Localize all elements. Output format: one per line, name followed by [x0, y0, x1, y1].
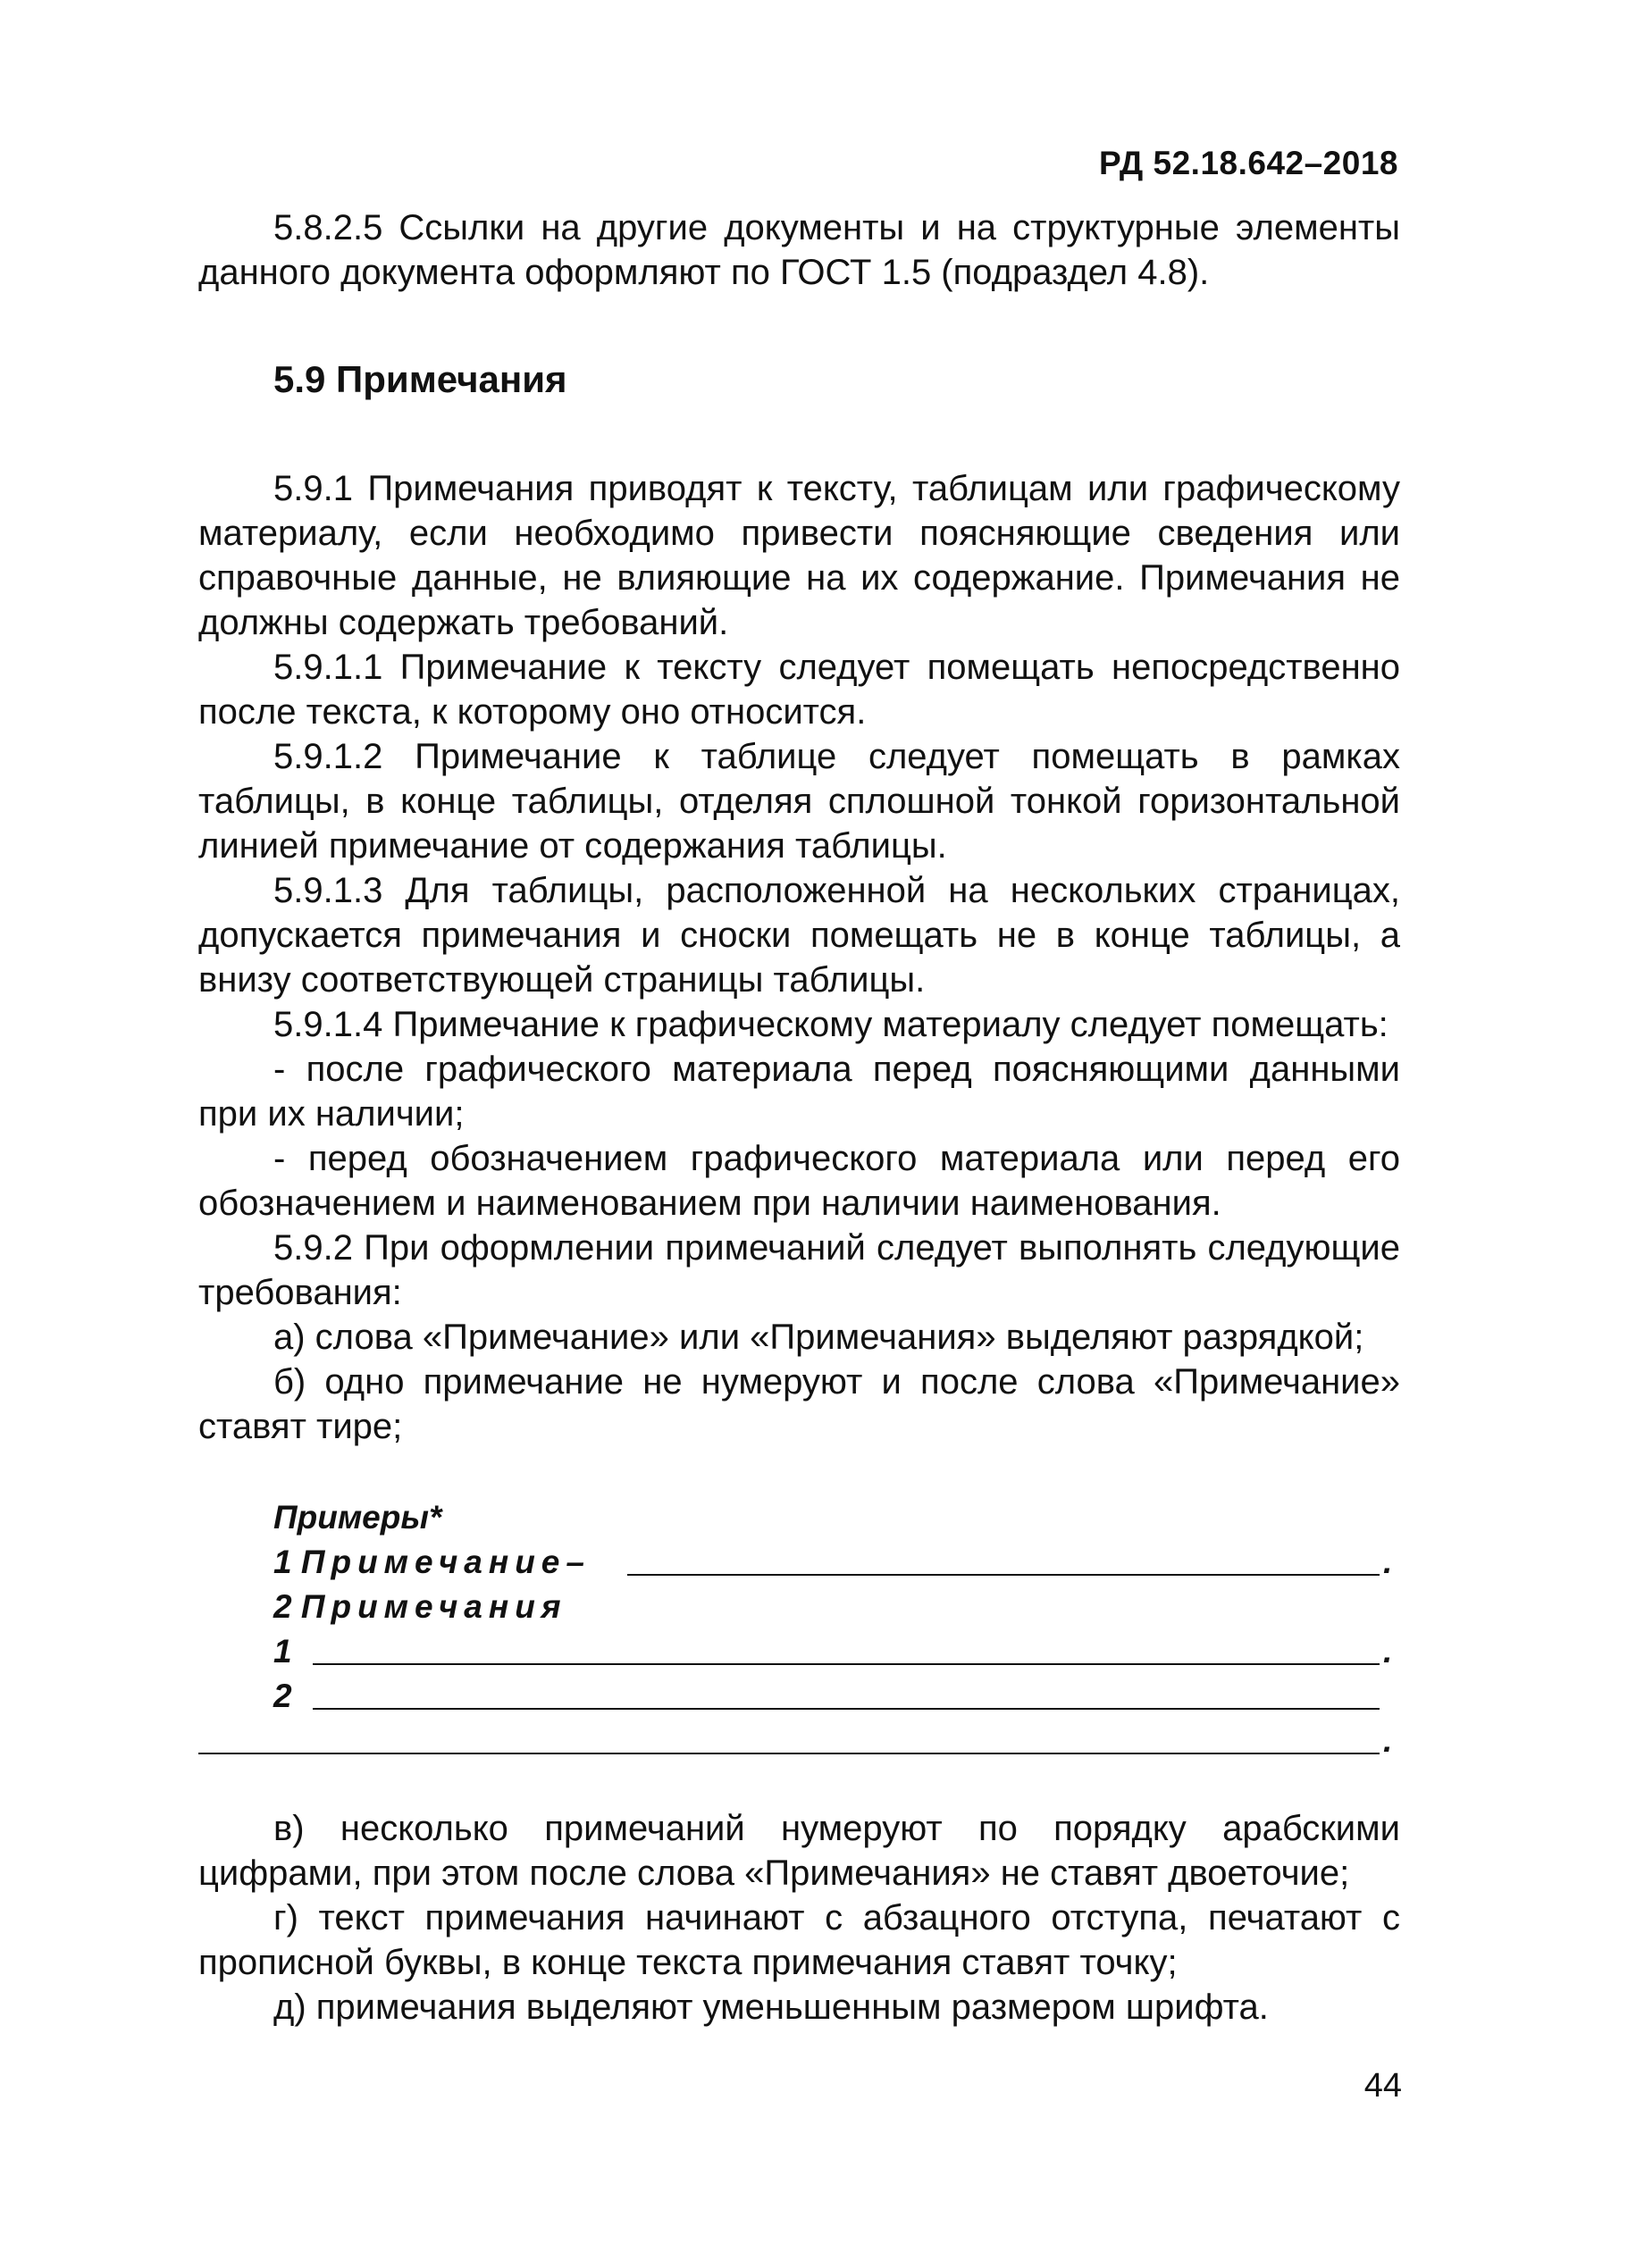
paragraph-5-8-2-5: 5.8.2.5 Ссылки на другие документы и на структурные элементы данного документа оформляют по ГОСТ 1.5 (подраздел 4.8).: [198, 208, 1400, 292]
example-line-1: [198, 1540, 1400, 1585]
example-line-2: [198, 1585, 1400, 1629]
paragraph-5-9-1-4: 5.9.1.4 Примечание к графическому материалу следует помещать:: [273, 1005, 1389, 1044]
example-sub-1-dot: .: [1383, 1633, 1393, 1670]
list-item-after-graphic: - после графического материала перед поясняющими данными при их наличии;: [198, 1050, 1400, 1134]
section-heading: 5.9 Примечания: [273, 358, 567, 400]
example-sub-2-number: 2: [273, 1678, 292, 1714]
requirements-continued: [198, 1806, 1400, 2029]
example-continuation-blank-line: [198, 1753, 1380, 1754]
list-item-before-designation: - перед обозначением графического материала или перед его обозначением и наименованием при наличии наименования.: [198, 1139, 1400, 1223]
requirement-b: б) одно примечание не нумеруют и после слова «Примечание» ставят тире;: [198, 1362, 1400, 1446]
examples-block: [198, 1495, 1400, 1763]
example-1-number: 1: [273, 1544, 292, 1580]
requirement-v: в) несколько примечаний нумеруют по порядку арабскими цифрами, при этом после слова «Примечания» не ставят двоеточие;: [198, 1809, 1400, 1893]
paragraph-5-9-1-2: 5.9.1.2 Примечание к таблице следует помещать в рамках таблицы, в конце таблицы, отделяя сплошной тонкой горизонтальной линией примечание от содержания таблицы.: [198, 737, 1400, 866]
paragraph-5-9-1-3: 5.9.1.3 Для таблицы, расположенной на нескольких страницах, допускается примечания и сноски помещать не в конце таблицы, а внизу соответствующей страницы таблицы.: [198, 871, 1400, 1000]
requirement-g: г) текст примечания начинают с абзацного отступа, печатают с прописной буквы, в конце текста примечания ставят точку;: [198, 1898, 1400, 1982]
example-sub-1-blank-line: [313, 1663, 1380, 1665]
paragraph-5-9-2: 5.9.2 При оформлении примечаний следует выполнять следующие требования:: [198, 1228, 1400, 1312]
example-sub-line-1: [198, 1629, 1400, 1674]
example-1-dot: .: [1383, 1544, 1393, 1580]
example-2-word: Примечания: [300, 1588, 567, 1625]
example-continuation-line: [198, 1719, 1400, 1763]
examples-title: Примеры*: [273, 1499, 442, 1536]
example-sub-1-number: 1: [273, 1633, 292, 1670]
requirement-d: д) примечания выделяют уменьшенным размером шрифта.: [273, 1988, 1269, 2027]
paragraph-5-9-1-1: 5.9.1.1 Примечание к тексту следует помещать непосредственно после текста, к которому оно относится.: [198, 648, 1400, 732]
document-code: РД 52.18.642–2018: [1099, 145, 1398, 181]
requirement-a: а) слова «Примечание» или «Примечания» выделяют разрядкой;: [273, 1318, 1364, 1357]
example-1-blank-line: [627, 1574, 1380, 1576]
example-sub-2-blank-line: [313, 1708, 1380, 1710]
example-1-dash: –: [566, 1544, 584, 1580]
page-content: [198, 205, 1400, 2029]
example-2-number: 2: [273, 1588, 292, 1625]
page-number: 44: [1363, 2067, 1402, 2105]
example-1-word: Примечание: [300, 1544, 566, 1580]
examples-title-line: [198, 1495, 1400, 1540]
paragraph-5-9-1: 5.9.1 Примечания приводят к тексту, таблицам или графическому материалу, если необходимо привести поясняющие сведения или справочные данные, не влияющие на их содержание. Примечания не должны содержать требований.: [198, 469, 1400, 642]
example-sub-line-2: [198, 1674, 1400, 1719]
example-continuation-dot: .: [1383, 1722, 1393, 1759]
